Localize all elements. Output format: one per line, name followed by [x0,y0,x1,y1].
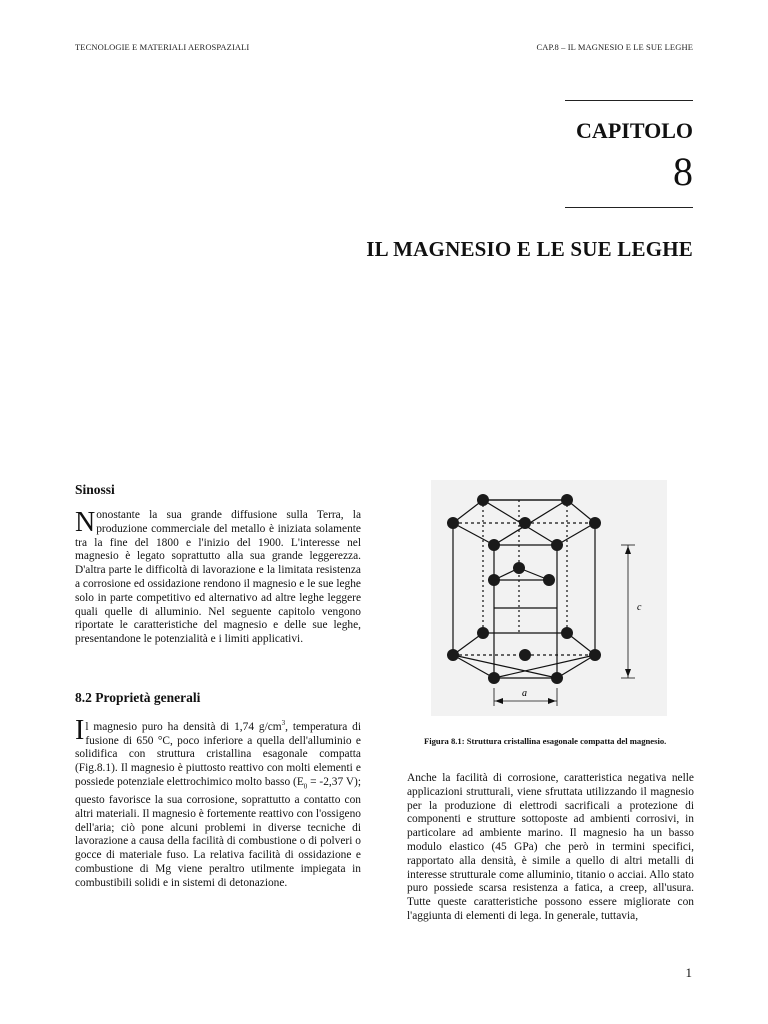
running-header-right: CAP.8 – IL MAGNESIO E LE SUE LEGHE [536,42,693,52]
figure-caption: Figura 8.1: Struttura cristallina esagonale compatta del magnesio. [424,736,667,746]
section-heading-8-2: 8.2 Proprietà generali [75,690,201,705]
subscript: 0 [303,782,308,791]
superscript: 3 [281,719,286,727]
section-8-2-text: = -2,37 V); questo favorisce la sua corrosione, soprattutto a contatto con altri materiali. Il magnesio è fortemente reattivo con l'ossigeno dell'aria; ciò pone alcuni problemi in diverse tecniche di lavorazione a causa della facilità di combustione o di polveri o gocce di materiale fuso. La relativa facilità di ossidazione e combustione di Mg viene peraltro utilmente impiegata in combustibili solidi e in sistemi di detonazione. [75,775,361,889]
sinossi-paragraph [75,509,361,647]
chapter-rule-bottom [565,207,693,208]
section-8-2-text: , temperatura di fusione di 650 °C, poco inferiore a quella dell'alluminio e solidifica con struttura cristallina esagonale compatta (Fig.8.1). Il magnesio è piuttosto reattivo con molti elementi e possiede potenziale elettrochimico molto basso (E [75,720,361,788]
chapter-label: CAPITOLO [576,118,693,143]
section-8-2-text: l magnesio puro ha densità di 1,74 g/cm [85,720,282,733]
chapter-rule-top [565,100,693,101]
dimension-label-c: c [637,602,642,613]
drop-cap: N [75,507,96,538]
hcp-diagram [431,480,667,716]
page-number: 1 [685,965,692,980]
section-8-2-paragraph [75,717,361,891]
drop-cap: I [75,715,85,746]
section-heading-sinossi: Sinossi [75,482,115,497]
running-header-left: TECNOLOGIE E MATERIALI AEROSPAZIALI [75,42,250,52]
sinossi-text: onostante la sua grande diffusione sulla Terra, la produzione commerciale del metallo è iniziata solamente tra la fine del 1800 e l'inizio del 1900. L'interesse nel magnesio è legato soprattutto alla sua grande leggerezza. D'altra parte le difficoltà di lavorazione e la limitata resistenza a corrosione ed ossidazione rendono il magnesio e le sue leghe solo in parte competitivo ed alternativo ad altre leghe leggere quali quelle di alluminio. Nel seguente capitolo vengono riportate le caratteristiche del magnesio e delle sue leghe, presentandone le potenzialità e i limiti applicativi. [75,509,361,646]
chapter-number: 8 [673,149,693,194]
figure-hcp-structure [431,480,667,716]
dimension-label-a: a [522,688,527,699]
right-column-paragraph: Anche la facilità di corrosione, caratteristica negativa nelle applicazioni strutturali, viene sfruttata utilizzando il magnesio per la produzione di elettrodi sacrificali a protezione di componenti e strutture sottoposte ad ambienti corrosivi, in particolare ad ambiente marino. Il magnesio ha un basso modulo elastico (45 GPa) che però in termini specifici, rapportato alla densità, è simile a quello di altri metalli di interesse strutturale come alluminio, titanio o acciai. Allo stato puro possiede scarsa resistenza a fatica, a creep, all'usura. Tutte queste caratteristiche possono essere migliorate con l'aggiunta di elementi di lega. In generale, tuttavia, [407,772,694,922]
chapter-title: IL MAGNESIO E LE SUE LEGHE [366,237,693,261]
